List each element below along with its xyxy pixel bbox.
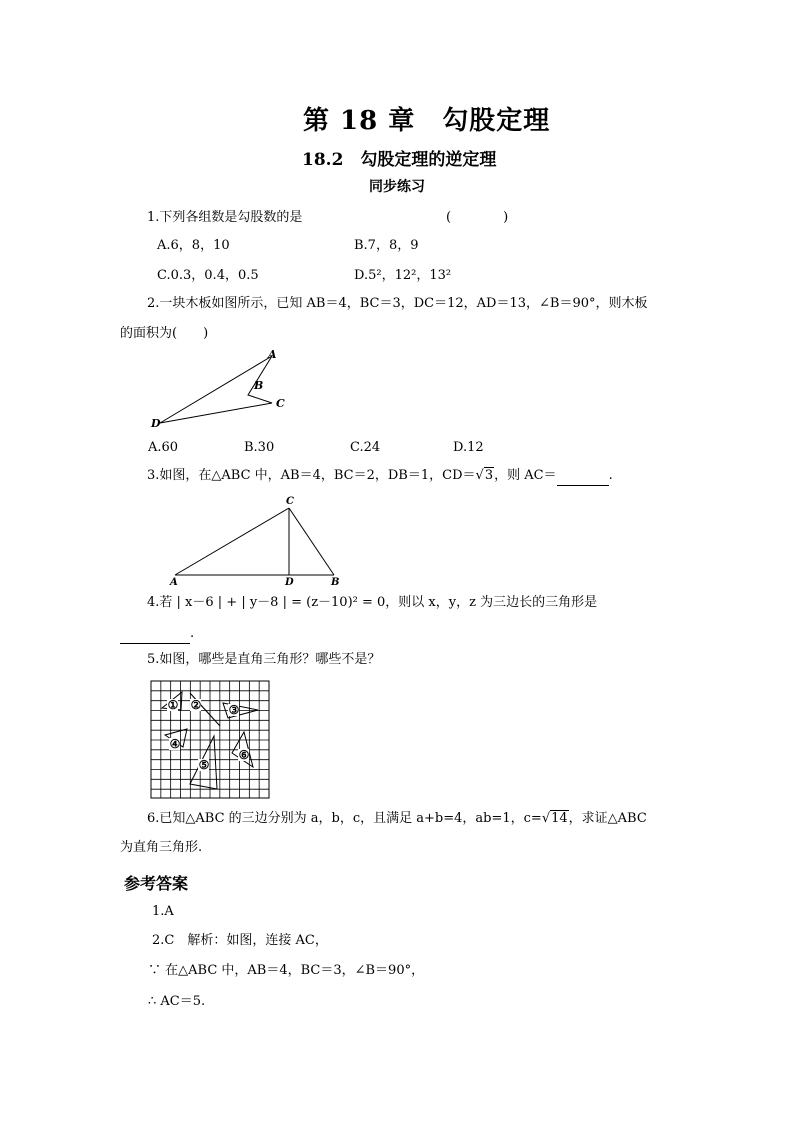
q6-sqrt-value: 14 — [551, 811, 568, 826]
triangle-label-1: ① — [167, 698, 179, 712]
triangle-label-3: ③ — [228, 703, 240, 717]
triangle-label-2: ② — [190, 698, 202, 712]
answer-line-1: 1.A — [152, 904, 174, 919]
q1-option-b: B.7，8，9 — [354, 238, 419, 253]
q2-option-d: D.12 — [453, 440, 484, 455]
q2-label-d: D — [151, 417, 161, 430]
q1-option-c: C.0.3，0.4，0.5 — [157, 268, 259, 283]
answer-line-4: ∴ AC＝5. — [148, 994, 206, 1009]
answer-line-2: 2.C 解析：如图，连接 AC， — [152, 933, 328, 948]
q2-stem-line2: 的面积为( ) — [120, 326, 209, 341]
q2-option-c: C.24 — [350, 440, 381, 455]
q2-board-figure — [148, 348, 298, 433]
subtitle: 同步练习 — [369, 179, 425, 195]
q6-text-end: ，求证△ABC — [568, 811, 647, 826]
q5-triangle-labels — [167, 698, 250, 772]
q3-period: . — [608, 468, 613, 483]
q3-sqrt — [476, 467, 495, 485]
q6-stem-line2: 为直角三角形. — [120, 840, 203, 855]
q2-label-b: B — [254, 379, 264, 392]
q4-period: . — [190, 626, 195, 641]
answers-heading: 参考答案 — [124, 874, 189, 893]
radical-sign: √ — [475, 468, 484, 483]
q1-option-a: A.6，8，10 — [157, 238, 230, 253]
q3-stem — [147, 467, 613, 486]
q3-label-b: B — [331, 577, 340, 588]
q2-stem-line1: 2.一块木板如图所示，已知 AB＝4，BC＝3，DC＝12，AD＝13，∠B＝90°，则木板 — [147, 296, 648, 311]
triangle-label-6: ⑥ — [238, 748, 250, 762]
q3-answer-blank — [557, 467, 609, 486]
q1-option-d: D.5²，12²，13² — [354, 268, 452, 283]
q4-answer-blank — [120, 625, 190, 644]
section-title: 18.2 勾股定理的逆定理 — [302, 150, 497, 170]
q3-label-c: C — [286, 496, 294, 507]
q6-sqrt — [542, 810, 569, 828]
q4-answer-line — [120, 625, 194, 644]
q2-label-a: A — [268, 348, 277, 361]
q3-label-a: A — [170, 577, 178, 588]
q4-stem: 4.若 | x－6 | + | y－8 | = (z－10)² = 0，则以 x，y，z 为三边长的三角形是 — [147, 595, 598, 610]
q2-option-a: A.60 — [148, 440, 179, 455]
q3-side-bc — [289, 508, 334, 575]
q3-side-ac — [175, 508, 289, 575]
q3-label-d: D — [285, 577, 294, 588]
q3-sqrt-value: 3 — [484, 468, 494, 483]
q2-option-b: B.30 — [244, 440, 275, 455]
q1-answer-bracket: ( ) — [446, 210, 509, 225]
q5-grid-figure — [150, 680, 272, 800]
q3-text-start: 3.如图，在△ABC 中，AB＝4，BC＝2，DB＝1，CD＝ — [147, 468, 476, 483]
q2-label-c: C — [276, 397, 285, 410]
q3-triangle-figure — [165, 495, 350, 590]
q6-text-start: 6.已知△ABC 的三边分别为 a，b，c，且满足 a+b=4，ab=1，c= — [147, 811, 542, 826]
answer-line-3: ∵ 在△ABC 中，AB＝4，BC＝3，∠B＝90°， — [148, 963, 425, 978]
triangle-label-4: ④ — [169, 737, 181, 751]
triangle-label-5: ⑤ — [198, 758, 210, 772]
chapter-title: 第 18 章 勾股定理 — [303, 106, 551, 136]
q1-stem: 1.下列各组数是勾股数的是 — [147, 210, 303, 225]
q6-stem-line1 — [147, 810, 647, 828]
q5-stem: 5.如图，哪些是直角三角形？哪些不是？ — [147, 652, 381, 667]
q3-text-end: ，则 AC＝ — [494, 468, 557, 483]
radical-sign: √ — [541, 811, 551, 826]
